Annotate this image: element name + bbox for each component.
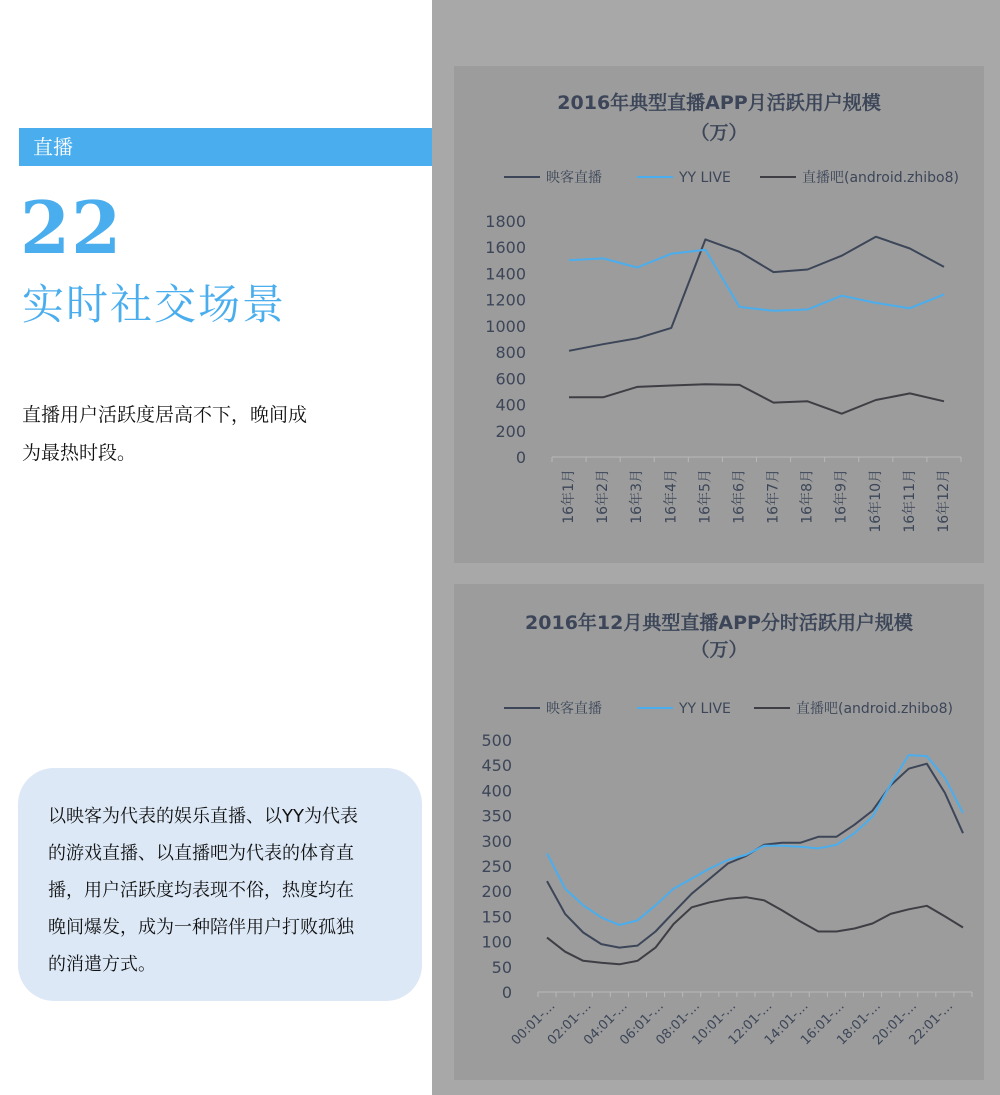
x-tick-label: 20:01-… xyxy=(870,998,921,1049)
series-line-1 xyxy=(569,237,944,351)
y-tick-label: 50 xyxy=(491,957,512,977)
chart-title: 2016年12月典型直播APP分时活跃用户规模 xyxy=(525,612,913,634)
x-tick-label: 04:01-… xyxy=(581,998,631,1049)
series-line-3 xyxy=(569,384,944,414)
y-tick-label: 0 xyxy=(515,448,526,467)
x-tick-label: 14:01-… xyxy=(761,998,812,1049)
x-tick-label: 16年12月 xyxy=(935,469,952,533)
y-tick-label: 1600 xyxy=(485,238,526,258)
y-tick-label: 600 xyxy=(495,369,526,389)
quote-line-5: 的消遣方式。 xyxy=(48,954,156,975)
series-line-3 xyxy=(547,897,963,964)
chart-title-unit: （万） xyxy=(690,639,748,661)
chart-title: 2016年典型直播APP月活跃用户规模 xyxy=(557,92,881,114)
x-tick-label: 12:01-… xyxy=(725,998,776,1049)
quote-line-3: 播，用户活跃度均表现不俗，热度均在 xyxy=(48,880,354,901)
x-tick-label: 16年7月 xyxy=(765,469,782,524)
x-tick-label: 06:01-… xyxy=(617,998,667,1049)
x-tick-label: 16年4月 xyxy=(663,469,680,524)
y-tick-label: 1000 xyxy=(485,316,526,336)
x-tick-label: 16年5月 xyxy=(697,469,714,524)
legend-label-3: 直播吧(android.zhibo8) xyxy=(802,170,959,186)
description-line-2: 为最热时段。 xyxy=(22,442,137,464)
y-tick-label: 300 xyxy=(481,831,512,851)
quote-box xyxy=(18,768,422,1001)
x-tick-label: 22:01-… xyxy=(906,998,957,1049)
hourly-chart-panel xyxy=(454,584,984,1080)
banner-label: 直播 xyxy=(33,135,73,159)
monthly-chart xyxy=(454,66,984,563)
legend-label-2: YY LIVE xyxy=(679,170,731,186)
y-tick-label: 400 xyxy=(481,781,512,801)
x-tick-label: 16年10月 xyxy=(867,469,884,533)
x-tick-label: 00:01-… xyxy=(508,998,559,1049)
page-title: 实时社交场景 xyxy=(22,280,287,329)
y-tick-label: 500 xyxy=(481,731,512,750)
x-tick-label: 16年6月 xyxy=(731,469,748,524)
monthly-chart-panel xyxy=(454,66,984,563)
description-line-1: 直播用户活跃度居高不下，晚间成 xyxy=(22,404,308,426)
left-panel xyxy=(0,0,432,1095)
legend-label-2: YY LIVE xyxy=(679,701,731,717)
x-tick-label: 16年3月 xyxy=(629,469,646,524)
y-tick-label: 800 xyxy=(495,343,526,363)
y-tick-label: 200 xyxy=(481,882,512,902)
x-tick-label: 10:01-… xyxy=(689,998,740,1049)
x-tick-label: 16年2月 xyxy=(595,469,612,524)
page-number: 22 xyxy=(20,185,123,270)
x-tick-label: 02:01-… xyxy=(544,998,595,1049)
x-tick-label: 16年8月 xyxy=(799,469,816,524)
x-tick-label: 08:01-… xyxy=(653,998,704,1049)
quote-line-1: 以映客为代表的娱乐直播、以YY为代表 xyxy=(48,806,358,827)
x-tick-label: 16年11月 xyxy=(901,469,918,533)
y-tick-label: 0 xyxy=(501,983,512,1002)
hourly-chart xyxy=(454,584,984,1080)
series-line-2 xyxy=(569,250,944,311)
legend-label-1: 映客直播 xyxy=(546,701,602,717)
y-tick-label: 200 xyxy=(495,421,526,441)
y-tick-label: 100 xyxy=(481,932,512,952)
y-tick-label: 400 xyxy=(495,395,526,415)
y-tick-label: 250 xyxy=(481,857,512,876)
x-tick-label: 18:01-… xyxy=(834,998,884,1049)
x-tick-label: 16年1月 xyxy=(561,469,578,524)
quote-line-4: 晚间爆发，成为一种陪伴用户打败孤独 xyxy=(48,917,354,938)
y-tick-label: 350 xyxy=(481,806,512,826)
legend-label-3: 直播吧(android.zhibo8) xyxy=(796,701,953,717)
y-tick-label: 1400 xyxy=(485,264,526,284)
quote-line-2: 的游戏直播、以直播吧为代表的体育直 xyxy=(48,843,354,864)
x-tick-label: 16年9月 xyxy=(833,469,850,524)
description xyxy=(22,396,382,472)
y-tick-label: 1800 xyxy=(485,212,526,231)
x-tick-label: 16:01-… xyxy=(798,998,848,1049)
chart-title-unit: （万） xyxy=(690,122,748,144)
section-banner xyxy=(19,128,432,166)
y-tick-label: 1200 xyxy=(485,290,526,310)
right-panel xyxy=(432,0,1000,1095)
y-tick-label: 450 xyxy=(481,756,512,776)
legend-label-1: 映客直播 xyxy=(546,170,602,186)
y-tick-label: 150 xyxy=(481,907,512,927)
